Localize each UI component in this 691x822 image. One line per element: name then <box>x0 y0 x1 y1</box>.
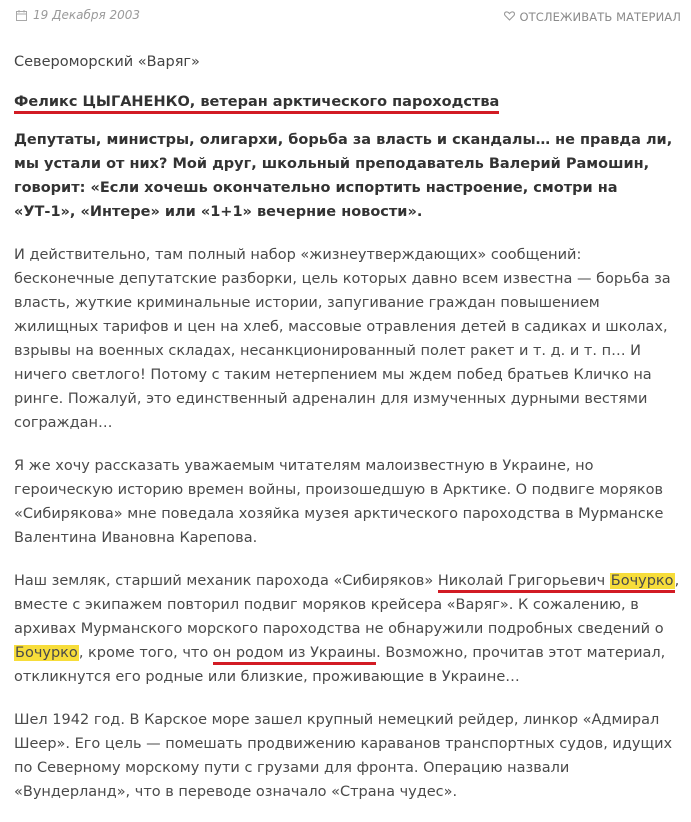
paragraph-4: Шел 1942 год. В Карское море зашел крупный немецкий рейдер, линкор «Адмирал Шеер». Его цель — помешать продвижению караванов транспортных судов, идущих по Северному морскому пути с грузами для фронта. Операцию назвали «Вундерланд», что в переводе означало «Страна чудес». <box>14 712 673 800</box>
heart-icon <box>504 10 515 24</box>
calendar-icon <box>16 10 27 21</box>
person-name: Николай Григорьевич Бочурко <box>438 573 675 593</box>
publish-date <box>16 8 140 22</box>
byline-text: Феликс ЦЫГАНЕНКО, ветеран арктического пароходства <box>14 94 499 114</box>
follow-article-button[interactable] <box>504 10 681 24</box>
follow-label: ОТСЛЕЖИВАТЬ МАТЕРИАЛ <box>519 10 681 24</box>
article-meta-bar <box>0 0 691 30</box>
paragraph-3 <box>14 569 682 689</box>
p3-text-3: , кроме того, что <box>78 645 213 661</box>
p3-text-4: . Возможно, прочитав этот материал, откликнутся его родные или близкие, проживающие в Украине… <box>14 645 666 685</box>
paragraph-2: Я же хочу рассказать уважаемым читателям малоизвестную в Украине, но героическую историю времен войны, произошедшую в Арктике. О подвиге моряков «Сибирякова» мне поведала хозяйка музея арктического пароходства в Мурманске Валентина Ивановна Карепова. <box>14 458 664 546</box>
p3-text-2: , вместе с экипажем повторил подвиг моряков крейсера «Варяг». К сожалению, в архивах Мурманского морского пароходства не обнаружили подробных сведений о <box>14 573 680 637</box>
article-byline <box>14 90 682 114</box>
article-body <box>14 50 682 804</box>
p3-text-1: Наш земляк, старший механик парохода «Сибиряков» <box>14 573 438 589</box>
article-subtitle: Североморский «Варяг» <box>14 54 200 70</box>
person-surname-highlight-2: Бочурко <box>15 645 78 661</box>
article-lead: Депутаты, министры, олигархи, борьба за власть и скандалы… не правда ли, мы устали от них? Мой друг, школьный преподаватель Валерий Рамошин, говорит: «Если хочешь окончательно испортить настроение, смотри на «УТ-1», «Интере» или «1+1» вечерние новости». <box>14 132 673 220</box>
paragraph-1: И действительно, там полный набор «жизнеутверждающих» сообщений: бесконечные депутатские разборки, цель которых давно всем известна — борьба за власть, жуткие криминальные истории, запугивание граждан повышением жилищных тарифов и цен на хлеб, массовые отравления детей в садиках и школах, взрывы на военных складах, несанкционированный полет ракет и т. д. и т. п… И ничего светлого! Потому с таким нетерпением мы ждем побед братьев Кличко на ринге. Пожалуй, это единственный адреналин для измученных дурными вестями сограждан… <box>14 247 671 431</box>
origin-underlined: он родом из Украины <box>213 645 376 665</box>
date-text: 19 Декабря 2003 <box>33 8 141 22</box>
person-surname-highlight: Бочурко <box>610 573 674 589</box>
